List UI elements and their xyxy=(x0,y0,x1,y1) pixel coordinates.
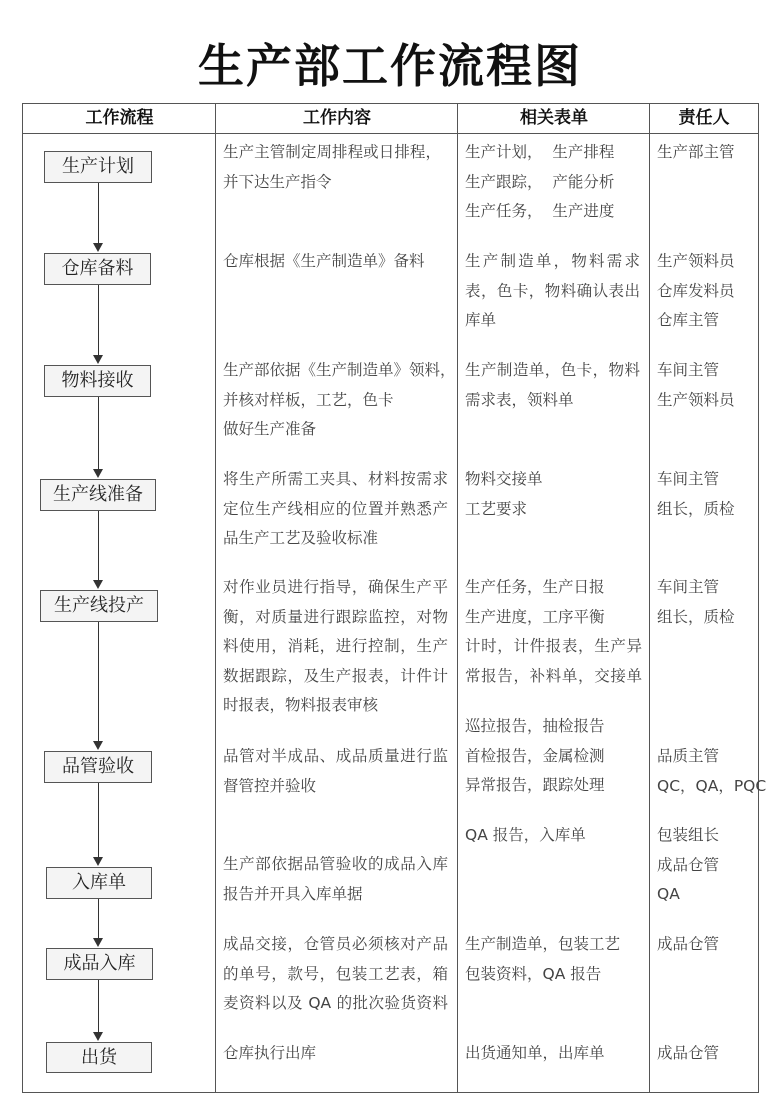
forms-line: 生产制造单，包装工艺 xyxy=(465,935,621,953)
owner-line: 组长，质检 xyxy=(657,607,735,626)
forms-line: 生产跟踪， 产能分析 xyxy=(465,172,615,191)
flow-arrow xyxy=(98,980,99,1032)
content-line: 督管控并验收 xyxy=(223,776,317,795)
owner-line: 车间主管 xyxy=(657,470,720,488)
owner-line: QC，QA，PQC xyxy=(657,776,767,795)
content-line: 生产主管制定周排程或日排程， xyxy=(223,143,441,161)
content-cell xyxy=(223,850,448,909)
owner-cell xyxy=(657,573,735,632)
column-divider xyxy=(215,103,216,1093)
owner-line: QA xyxy=(657,885,680,903)
content-line: 对作业员进行指导，确保生产平 xyxy=(223,578,448,596)
content-line: 麦资料以及 QA 的批次验货资料 xyxy=(223,994,448,1012)
arrow-head-icon xyxy=(93,938,103,947)
flow-arrow xyxy=(98,397,99,469)
arrow-head-icon xyxy=(93,1032,103,1041)
forms-line: 巡拉报告，抽检报告 xyxy=(465,717,605,735)
step-box-line-prep: 生产线准备 xyxy=(40,479,156,511)
owner-line: 仓库主管 xyxy=(657,311,720,329)
owner-line: 生产领料员 xyxy=(657,252,735,270)
content-line: 衡，对质量进行跟踪监控，对物 xyxy=(223,607,448,626)
content-line: 生产部依据《生产制造单》领料， xyxy=(223,361,456,379)
arrow-head-icon xyxy=(93,857,103,866)
forms-line: 生产任务， 生产进度 xyxy=(465,202,615,220)
content-cell xyxy=(223,742,448,801)
owner-line: 仓库发料员 xyxy=(657,281,735,300)
arrow-head-icon xyxy=(93,243,103,252)
content-line: 料使用，消耗，进行控制，生产 xyxy=(223,637,448,655)
forms-line: 包装资料，QA 报告 xyxy=(465,964,602,983)
owner-line: 生产领料员 xyxy=(657,390,735,409)
header-owner: 责任人 xyxy=(678,108,730,128)
flow-arrow xyxy=(98,899,99,938)
content-line: 并下达生产指令 xyxy=(223,172,332,191)
forms-cell xyxy=(465,1039,605,1069)
content-cell xyxy=(223,356,456,445)
step-box-qc-inspection: 品管验收 xyxy=(44,751,152,783)
content-line: 将生产所需工夹具、材料按需求 xyxy=(223,470,448,488)
owner-cell xyxy=(657,356,735,415)
forms-line: 异常报告，跟踪处理 xyxy=(465,776,605,794)
content-cell xyxy=(223,247,425,277)
forms-line: 出货通知单，出库单 xyxy=(465,1044,605,1062)
forms-line: 计时，计件报表，生产异 xyxy=(465,637,642,655)
header-workflow: 工作流程 xyxy=(85,108,154,128)
step-box-finished-storage: 成品入库 xyxy=(46,948,153,980)
forms-cell xyxy=(465,356,640,415)
owner-line: 成品仓管 xyxy=(657,855,720,874)
flow-arrow xyxy=(98,285,99,355)
forms-cell xyxy=(465,573,642,691)
owner-cell xyxy=(657,138,735,168)
forms-line: 物料交接单 xyxy=(465,470,543,488)
page-title: 生产部工作流程图 xyxy=(198,39,582,93)
owner-line: 车间主管 xyxy=(657,578,720,596)
flow-arrow xyxy=(98,511,99,580)
content-line: 并核对样板，工艺，色卡 xyxy=(223,390,394,409)
forms-line: 生产制造单，物料需求 xyxy=(465,252,640,270)
header-content: 工作内容 xyxy=(303,108,371,128)
forms-line: 工艺要求 xyxy=(465,499,528,518)
forms-cell xyxy=(465,138,614,227)
content-line: 报告并开具入库单据 xyxy=(223,884,363,903)
owner-line: 成品仓管 xyxy=(657,935,720,953)
step-box-line-production: 生产线投产 xyxy=(40,590,158,622)
owner-line: 生产部主管 xyxy=(657,143,735,161)
content-line: 定位生产线相应的位置并熟悉产 xyxy=(223,499,448,518)
content-cell xyxy=(223,573,448,721)
forms-cell xyxy=(465,247,640,336)
forms-cell xyxy=(465,712,605,801)
step-box-shipment: 出货 xyxy=(46,1042,152,1073)
owner-cell xyxy=(657,930,719,960)
step-box-storage-slip: 入库单 xyxy=(46,867,152,899)
content-line: 数据跟踪，及生产报表，计件计 xyxy=(223,666,448,685)
content-line: 做好生产准备 xyxy=(223,420,317,438)
forms-cell xyxy=(465,821,586,851)
content-line: 生产部依据品管验收的成品入库 xyxy=(223,855,448,873)
forms-line: 首检报告，金属检测 xyxy=(465,746,605,765)
content-line: 仓库执行出库 xyxy=(223,1044,317,1062)
owner-cell xyxy=(657,247,735,336)
header-forms: 相关表单 xyxy=(520,108,588,128)
column-divider xyxy=(457,103,458,1093)
arrow-head-icon xyxy=(93,355,103,364)
owner-line: 组长，质检 xyxy=(657,499,735,518)
owner-line: 成品仓管 xyxy=(657,1044,720,1062)
flow-arrow xyxy=(98,622,99,741)
forms-line: QA 报告，入库单 xyxy=(465,826,586,844)
flow-arrow xyxy=(98,183,99,243)
content-line: 的单号，款号，包装工艺表，箱 xyxy=(223,964,448,983)
owner-line: 品质主管 xyxy=(657,747,720,765)
column-divider xyxy=(649,103,650,1093)
forms-line: 常报告，补料单，交接单 xyxy=(465,666,642,685)
content-cell xyxy=(223,1039,316,1069)
owner-cell xyxy=(657,1039,719,1069)
flow-arrow xyxy=(98,783,99,857)
content-line: 品管对半成品、成品质量进行监 xyxy=(223,747,448,765)
step-box-material-receive: 物料接收 xyxy=(44,365,151,397)
content-line: 品生产工艺及验收标准 xyxy=(223,529,379,547)
forms-line: 生产计划， 生产排程 xyxy=(465,143,615,161)
forms-cell xyxy=(465,930,620,989)
content-cell xyxy=(223,465,448,554)
forms-line: 生产制造单，色卡，物料 xyxy=(465,361,640,379)
forms-line: 需求表，领料单 xyxy=(465,390,574,409)
step-box-production-plan: 生产计划 xyxy=(44,151,152,183)
step-box-warehouse-prep: 仓库备料 xyxy=(44,253,151,285)
forms-line: 生产进度，工序平衡 xyxy=(465,607,605,626)
forms-line: 库单 xyxy=(465,311,497,329)
owner-line: 车间主管 xyxy=(657,361,720,379)
content-cell xyxy=(223,930,448,1019)
arrow-head-icon xyxy=(93,469,103,478)
owner-line: 包装组长 xyxy=(657,826,720,844)
owner-cell xyxy=(657,742,766,801)
content-line: 成品交接，仓管员必须核对产品 xyxy=(223,935,448,953)
arrow-head-icon xyxy=(93,741,103,750)
owner-cell xyxy=(657,465,735,524)
owner-cell xyxy=(657,821,719,910)
arrow-head-icon xyxy=(93,580,103,589)
forms-line: 生产任务，生产日报 xyxy=(465,578,605,596)
content-cell xyxy=(223,138,441,197)
forms-line: 表，色卡，物料确认表出 xyxy=(465,281,640,300)
content-line: 时报表，物料报表审核 xyxy=(223,696,379,714)
content-line: 仓库根据《生产制造单》备料 xyxy=(223,252,425,270)
forms-cell xyxy=(465,465,543,524)
